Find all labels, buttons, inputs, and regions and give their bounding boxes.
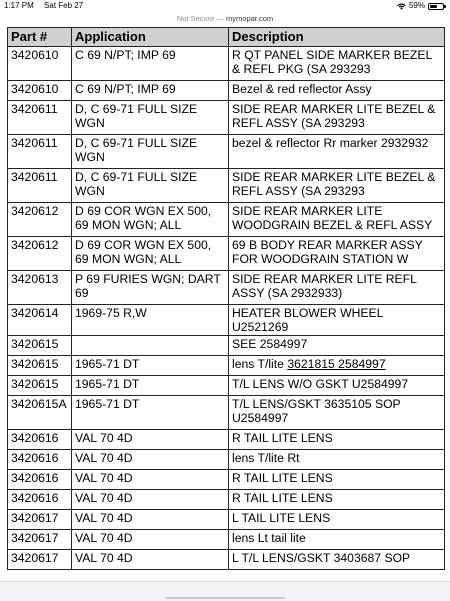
cell-part-number: 3420615A [8, 396, 72, 430]
status-right [397, 0, 444, 12]
not-secure-label: Not Secure [176, 14, 215, 23]
cell-application: 1965-71 DT [72, 356, 229, 376]
table-row [8, 305, 445, 336]
cell-part-number: 3420616 [8, 430, 72, 450]
parts-table [7, 27, 445, 570]
cell-application: C 69 N/PT; IMP 69 [72, 47, 229, 81]
cell-description: SEE 2584997 [229, 336, 445, 356]
cell-application: VAL 70 4D [72, 450, 229, 470]
table-row [8, 356, 445, 376]
table-row [8, 470, 445, 490]
battery-percent: 59% [408, 1, 425, 10]
cell-description: T/L LENS W/O GSKT U2584997 [229, 376, 445, 396]
cell-application: VAL 70 4D [72, 510, 229, 530]
table-row [8, 203, 445, 237]
table-row [8, 81, 445, 101]
table-row [8, 376, 445, 396]
cell-part-number: 3420617 [8, 510, 72, 530]
header-application: Application [72, 28, 229, 47]
cell-description: R TAIL LITE LENS [229, 470, 445, 490]
cell-part-number: 3420615 [8, 336, 72, 356]
header-part-number: Part # [8, 28, 72, 47]
status-time: 1:17 PM [4, 1, 34, 10]
cell-part-number: 3420610 [8, 81, 72, 101]
cell-application [72, 336, 229, 356]
cell-part-number: 3420614 [8, 305, 72, 336]
cell-part-number: 3420615 [8, 356, 72, 376]
table-row [8, 530, 445, 550]
cell-application: D 69 COR WGN EX 500, 69 MON WGN; ALL [72, 237, 229, 271]
part-number-link[interactable]: 3621815 2584997 [287, 357, 386, 371]
status-left [4, 0, 91, 12]
cell-description: lens T/lite Rt [229, 450, 445, 470]
cell-description: R TAIL LITE LENS [229, 430, 445, 450]
cell-description: R TAIL LITE LENS [229, 490, 445, 510]
table-row [8, 396, 445, 430]
status-date: Sat Feb 27 [44, 1, 84, 10]
address-bar[interactable] [0, 12, 450, 26]
cell-application: D, C 69-71 FULL SIZE WGN [72, 135, 229, 169]
cell-part-number: 3420611 [8, 169, 72, 203]
cell-part-number: 3420613 [8, 271, 72, 305]
cell-part-number: 3420617 [8, 530, 72, 550]
home-indicator[interactable] [165, 597, 285, 599]
cell-description: SIDE REAR MARKER LITE BEZEL & REFL ASSY (SA 293293 [229, 101, 445, 135]
cell-application: P 69 FURIES WGN; DART 69 [72, 271, 229, 305]
cell-application: VAL 70 4D [72, 430, 229, 450]
cell-part-number: 3420617 [8, 550, 72, 570]
header-description: Description [229, 28, 445, 47]
table-row [8, 47, 445, 81]
table-row [8, 336, 445, 356]
page-content [0, 26, 450, 581]
cell-part-number: 3420612 [8, 237, 72, 271]
cell-description: R QT PANEL SIDE MARKER BEZEL & REFL PKG (SA 293293 [229, 47, 445, 81]
table-row [8, 490, 445, 510]
table-row [8, 101, 445, 135]
cell-description: SIDE REAR MARKER LITE BEZEL & REFL ASSY (SA 293293 [229, 169, 445, 203]
table-row [8, 450, 445, 470]
cell-part-number: 3420616 [8, 450, 72, 470]
cell-application: VAL 70 4D [72, 490, 229, 510]
cell-description: lens Lt tail lite [229, 530, 445, 550]
cell-description [229, 356, 445, 376]
cell-part-number: 3420616 [8, 470, 72, 490]
battery-icon [428, 3, 444, 10]
table-row [8, 237, 445, 271]
table-row [8, 550, 445, 570]
wifi-icon [397, 3, 406, 10]
table-header-row [8, 28, 445, 47]
table-row [8, 430, 445, 450]
cell-application: VAL 70 4D [72, 530, 229, 550]
cell-description: Bezel & red reflector Assy [229, 81, 445, 101]
cell-description: bezel & reflector Rr marker 2932932 [229, 135, 445, 169]
cell-application: VAL 70 4D [72, 550, 229, 570]
cell-description: SIDE REAR MARKER LITE WOODGRAIN BEZEL & REFL ASSY [229, 203, 445, 237]
status-bar [0, 0, 450, 12]
cell-part-number: 3420611 [8, 101, 72, 135]
cell-application: 1969-75 R,W [72, 305, 229, 336]
cell-part-number: 3420611 [8, 135, 72, 169]
cell-application: D, C 69-71 FULL SIZE WGN [72, 101, 229, 135]
cell-description: SIDE REAR MARKER LITE REFL ASSY (SA 2932933) [229, 271, 445, 305]
cell-application: D, C 69-71 FULL SIZE WGN [72, 169, 229, 203]
cell-application: 1965-71 DT [72, 376, 229, 396]
url-separator: — [216, 14, 224, 23]
cell-part-number: 3420615 [8, 376, 72, 396]
cell-part-number: 3420610 [8, 47, 72, 81]
url-domain: mymopar.com [226, 14, 274, 23]
description-text: lens T/lite [232, 357, 288, 371]
cell-part-number: 3420616 [8, 490, 72, 510]
table-row [8, 271, 445, 305]
table-row [8, 135, 445, 169]
cell-description: T/L LENS/GSKT 3635105 SOP U2584997 [229, 396, 445, 430]
cell-description: 69 B BODY REAR MARKER ASSY FOR WOODGRAIN STATION W [229, 237, 445, 271]
cell-description: L TAIL LITE LENS [229, 510, 445, 530]
table-row [8, 510, 445, 530]
cell-description: HEATER BLOWER WHEEL U2521269 [229, 305, 445, 336]
cell-application: D 69 COR WGN EX 500, 69 MON WGN; ALL [72, 203, 229, 237]
table-row [8, 169, 445, 203]
bottom-toolbar [0, 581, 450, 601]
cell-description: L T/L LENS/GSKT 3403687 SOP [229, 550, 445, 570]
cell-application: VAL 70 4D [72, 470, 229, 490]
cell-application: C 69 N/PT; IMP 69 [72, 81, 229, 101]
cell-part-number: 3420612 [8, 203, 72, 237]
cell-application: 1965-71 DT [72, 396, 229, 430]
